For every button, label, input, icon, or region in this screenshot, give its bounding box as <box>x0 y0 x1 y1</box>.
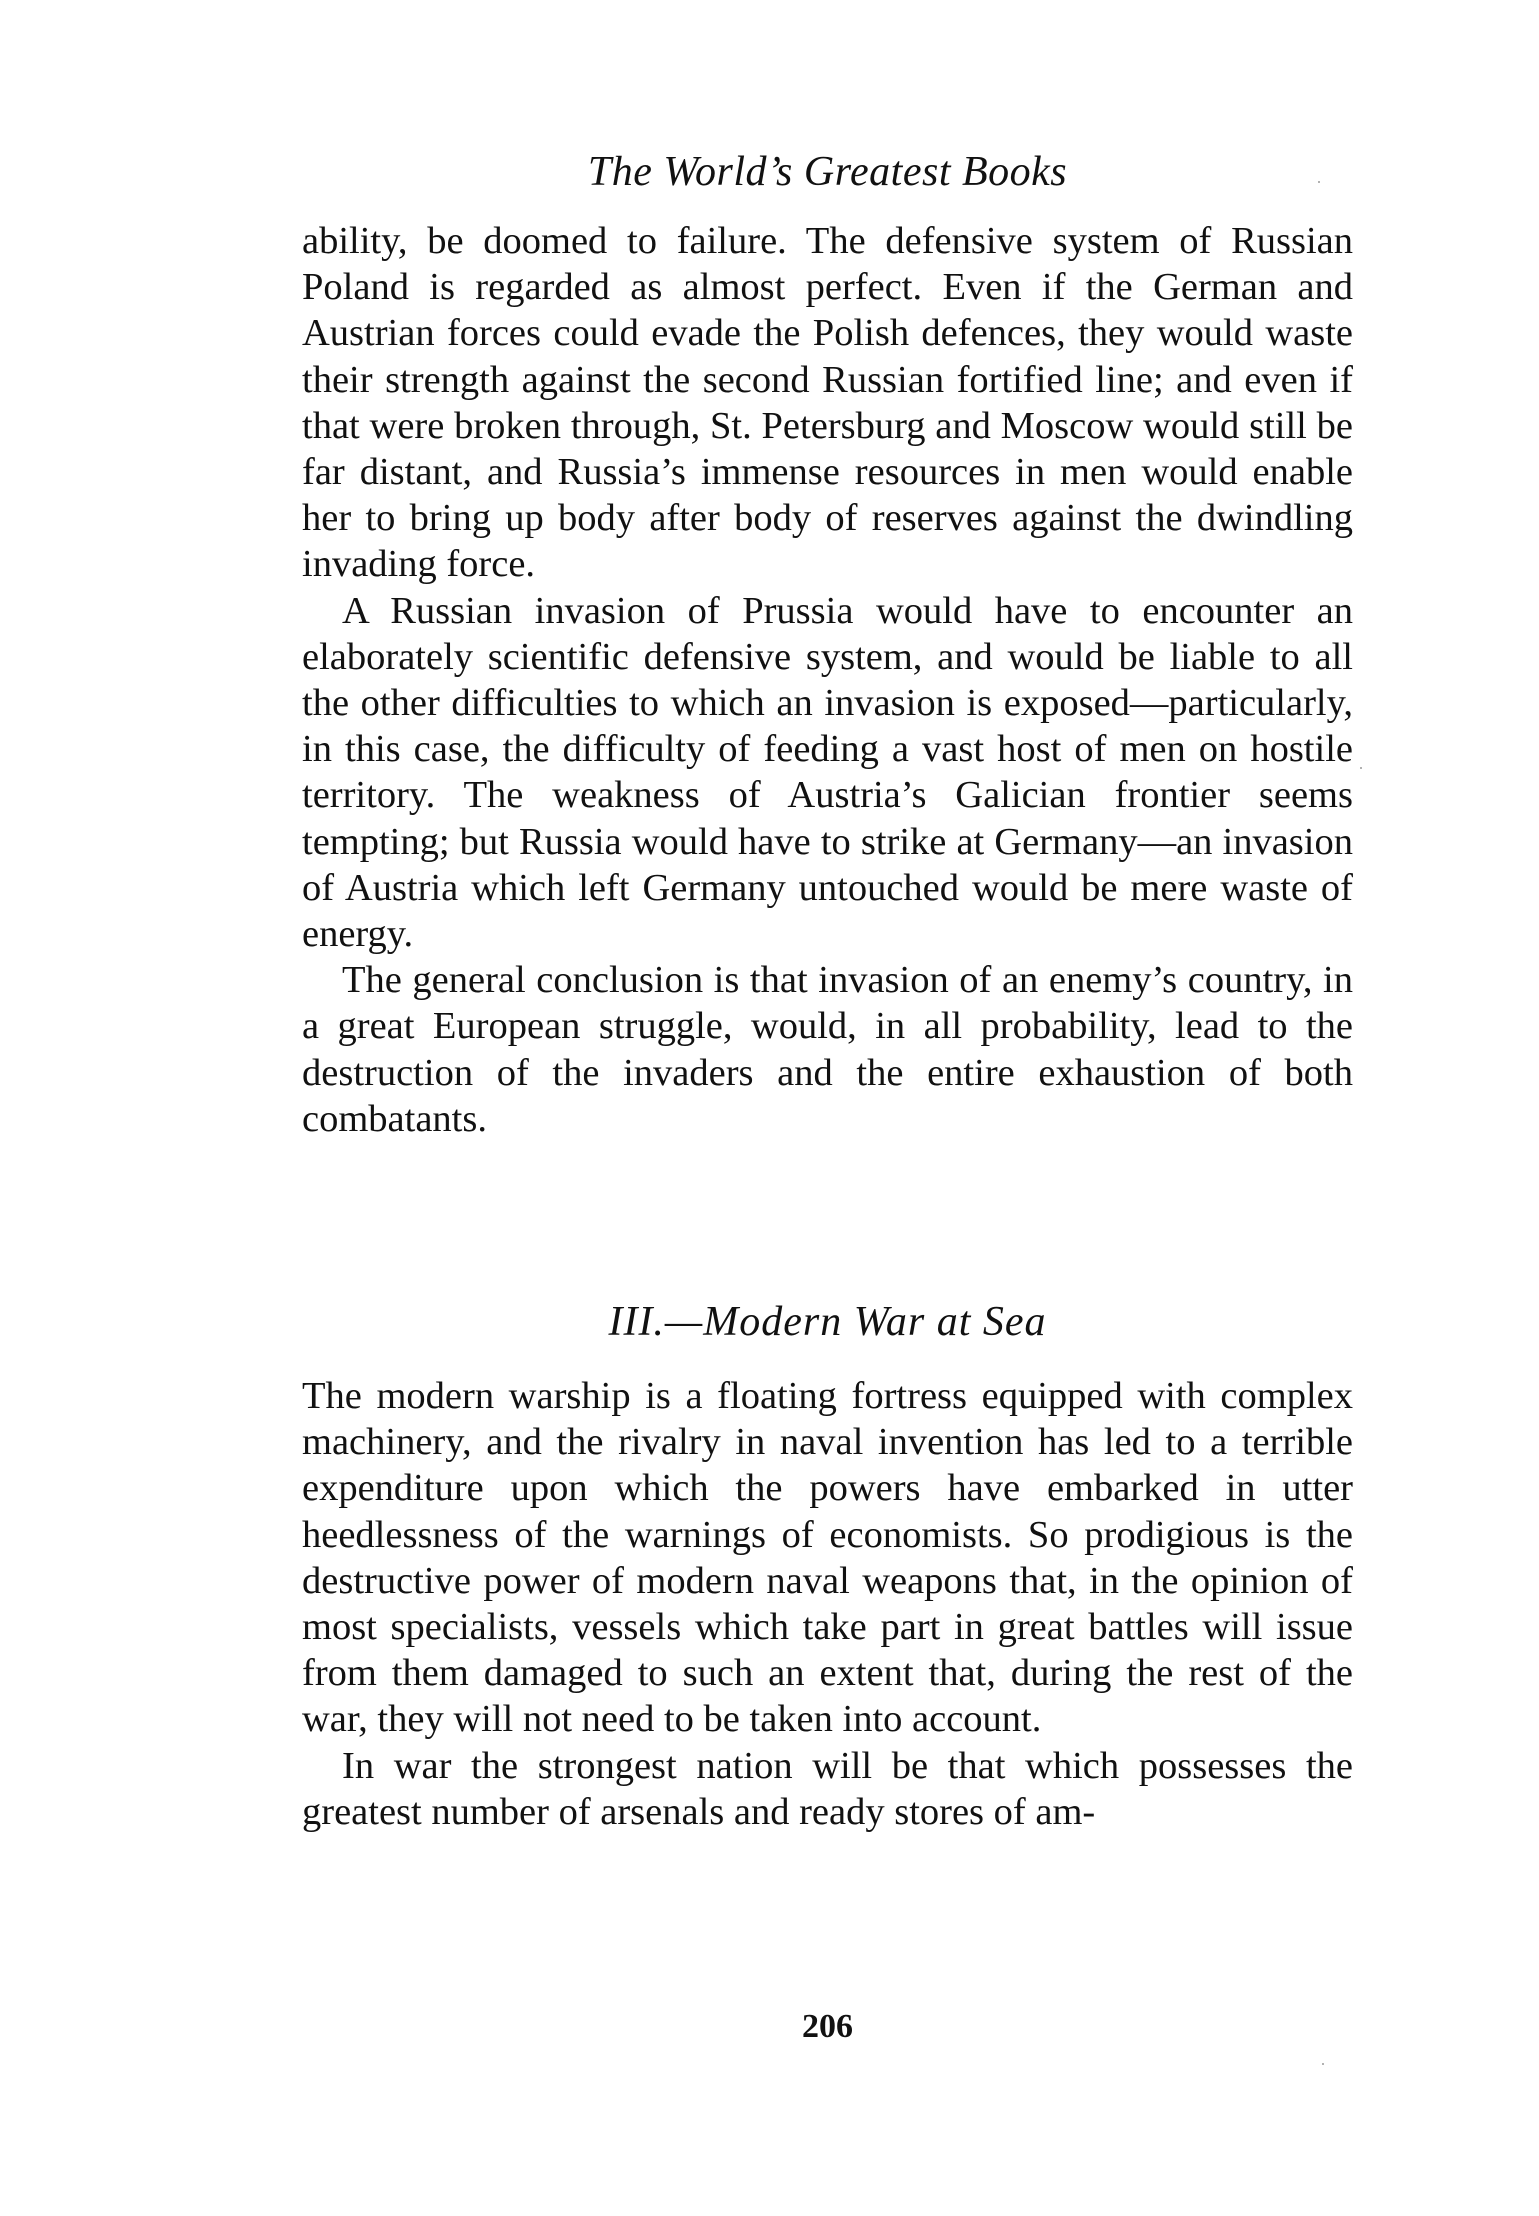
paragraph-conclusion: The general conclusion is that invasion of an enemy’s country, in a great European struggle, would, in all probability, lead to the destruction of the invaders and the entire exhaustion of both combatants. <box>302 959 1353 1140</box>
text-block-upper <box>302 218 1353 1142</box>
paragraph-russian-invasion: A Russian invasion of Prussia would have to encounter an elaborately scientific defensive system, and would be liable to all the other difficulties to which an invasion is exposed—particularly, in this case, the difficulty of feeding a vast host of men on hostile territory. The weakness of Austria’s Galician frontier seems tempting; but Russia would have to strike at Germany—an invasion of Austria which left Germany untouched would be mere waste of energy. <box>302 589 1353 956</box>
text-block-lower <box>302 1373 1353 1835</box>
paper-speck <box>1318 181 1320 183</box>
paragraph-warship: The modern warship is a floating fortress equipped with complex machinery, and the rivalry in naval invention has led to a terrible expenditure upon which the powers have embarked in utter heedlessness of the warnings of economists. So prodigious is the destructive power of modern naval weapons that, in the opinion of most specialists, vessels which take part in great battles will issue from them damaged to such an extent that, during the rest of the war, they will not need to be taken into account. <box>302 1375 1353 1741</box>
section-heading: III.—Modern War at Sea <box>608 1299 1047 1345</box>
page-number: 206 <box>802 2008 853 2045</box>
continued-paragraph: ability, be doomed to failure. The defensive system of Russian Poland is regarded as almost perfect. Even if the German and Austrian forces could evade the Polish defences, they would waste their strength against the second Russian fortified line; and even if that were broken through, St. Petersburg and Moscow would still be far distant, and Russia’s immense resources in men would enable her to bring up body after body of reserves against the dwindling invading force. <box>302 220 1353 586</box>
paper-speck <box>1322 2063 1324 2065</box>
paragraph-strongest-nation: In war the strongest nation will be that which possesses the greatest number of arsenals and ready stores of am- <box>302 1744 1353 1833</box>
paper-speck <box>1360 767 1362 769</box>
running-head: The World’s Greatest Books <box>587 149 1068 195</box>
